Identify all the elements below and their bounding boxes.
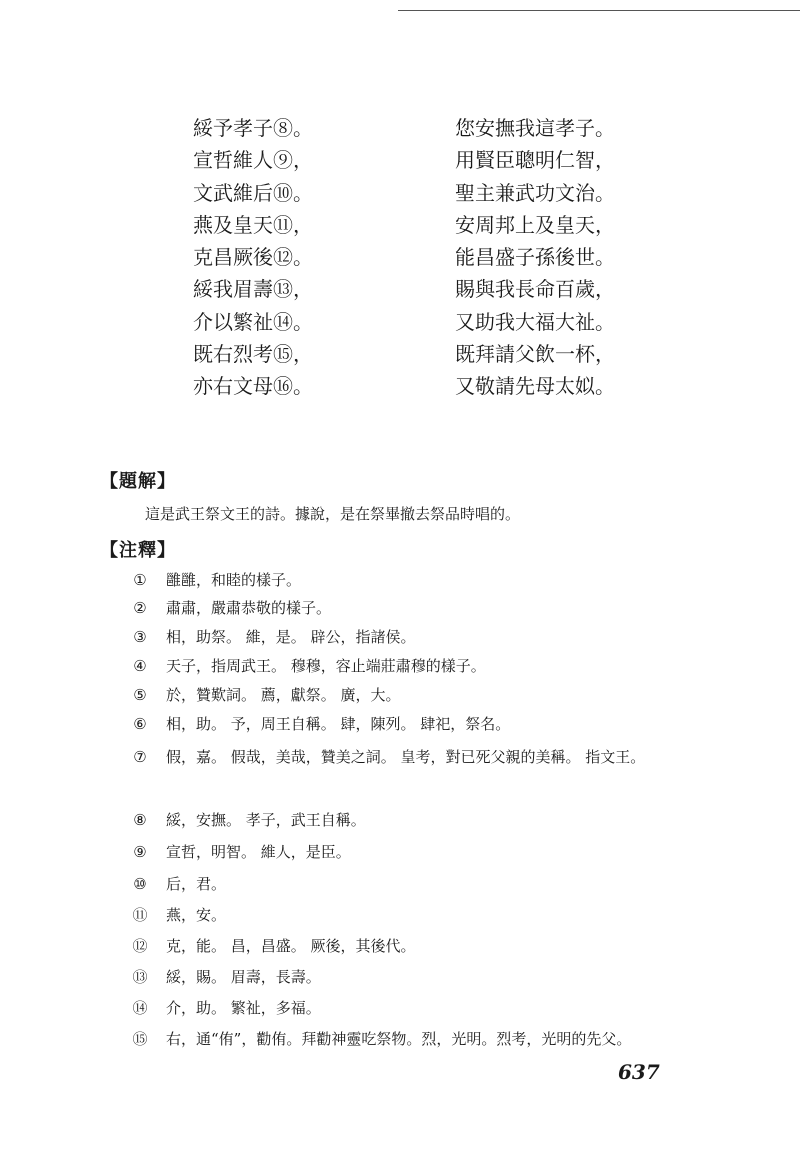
poem-line xyxy=(0,338,800,370)
poem-line xyxy=(0,273,800,305)
note-text: 綏，賜。 眉壽，長壽。 xyxy=(166,968,321,986)
note-text: 克，能。 昌，昌盛。 厥後，其後代。 xyxy=(166,937,416,955)
note-number: ② xyxy=(133,599,147,617)
note-text: 相，助祭。 維，是。 辟公，指諸侯。 xyxy=(166,628,416,646)
poem-translation: 用賢臣聰明仁智， xyxy=(455,148,615,173)
intro-text: 這是武王祭文王的詩。據說，是在祭畢撤去祭品時唱的。 xyxy=(145,505,521,523)
note-number: ③ xyxy=(133,628,147,646)
poem-translation: 能昌盛子孫後世。 xyxy=(455,245,615,270)
poem-translation: 安周邦上及皇天， xyxy=(455,212,615,237)
note-text: 燕，安。 xyxy=(166,906,227,924)
poem-block xyxy=(0,112,800,403)
note-text: 肅肅，嚴肅恭敬的樣子。 xyxy=(166,599,332,617)
note-number: ⑦ xyxy=(133,748,147,766)
poem-translation: 聖主兼武功文治。 xyxy=(455,180,615,205)
note-text: 於，贊歎詞。 薦，獻祭。 廣，大。 xyxy=(166,686,401,704)
note-number: ⑧ xyxy=(133,811,147,829)
poem-original: 宣哲維人⑨， xyxy=(193,148,313,173)
poem-line xyxy=(0,177,800,209)
poem-line xyxy=(0,112,800,144)
note-text: 相，助。 予，周王自稱。 肆，陳列。 肆祀，祭名。 xyxy=(166,715,511,733)
poem-original: 綏我眉壽⑬， xyxy=(193,277,313,302)
poem-line xyxy=(0,144,800,176)
note-number: ⑫ xyxy=(132,937,148,955)
poem-original: 介以繁祉⑭。 xyxy=(193,309,313,334)
note-text: 右，通“侑”，勸侑。拜勸神靈吃祭物。烈，光明。烈考，光明的先父。 xyxy=(166,1030,632,1048)
poem-line xyxy=(0,241,800,273)
note-number: ⑮ xyxy=(132,1030,148,1048)
note-text: 綏，安撫。 孝子，武王自稱。 xyxy=(166,811,366,829)
poem-original: 既右烈考⑮， xyxy=(193,342,313,367)
note-number: ⑩ xyxy=(133,875,147,893)
note-number: ⑨ xyxy=(133,843,147,861)
note-text: 天子，指周武王。 穆穆，容止端莊肅穆的樣子。 xyxy=(166,657,486,675)
poem-original: 克昌厥後⑫。 xyxy=(193,245,313,270)
poem-line xyxy=(0,370,800,402)
poem-translation: 又敬請先母太姒。 xyxy=(455,374,615,399)
poem-translation: 既拜請父飲一杯， xyxy=(455,342,615,367)
note-number: ⑬ xyxy=(132,968,148,986)
poem-original: 綏予孝子⑧。 xyxy=(193,116,313,140)
poem-original: 燕及皇天⑪， xyxy=(193,212,313,237)
top-rule xyxy=(398,10,800,11)
note-number: ① xyxy=(133,571,147,589)
note-text: 假，嘉。 假哉，美哉，贊美之詞。 皇考，對已死父親的美稱。 指文王。 xyxy=(166,748,646,766)
note-number: ④ xyxy=(133,657,147,675)
poem-translation: 您安撫我這孝子。 xyxy=(455,116,615,140)
note-number: ⑥ xyxy=(133,715,147,733)
note-text: 宣哲，明智。 維人，是臣。 xyxy=(166,843,351,861)
page-number: 637 xyxy=(618,1060,660,1084)
notes-heading: 【注釋】 xyxy=(100,540,176,561)
poem-translation: 賜與我長命百歲， xyxy=(455,277,615,302)
note-text: 后，君。 xyxy=(166,875,227,893)
note-text: 介，助。 繁祉，多福。 xyxy=(166,999,321,1017)
note-number: ⑤ xyxy=(133,686,147,704)
poem-line xyxy=(0,209,800,241)
note-text: 雝雝，和睦的樣子。 xyxy=(166,571,302,589)
poem-original: 文武維后⑩。 xyxy=(193,180,313,205)
note-number: ⑪ xyxy=(132,906,148,924)
intro-heading: 【題解】 xyxy=(100,471,176,492)
poem-original: 亦右文母⑯。 xyxy=(193,374,313,399)
note-number: ⑭ xyxy=(132,999,148,1017)
poem-translation: 又助我大福大祉。 xyxy=(455,309,615,334)
poem-line xyxy=(0,306,800,338)
